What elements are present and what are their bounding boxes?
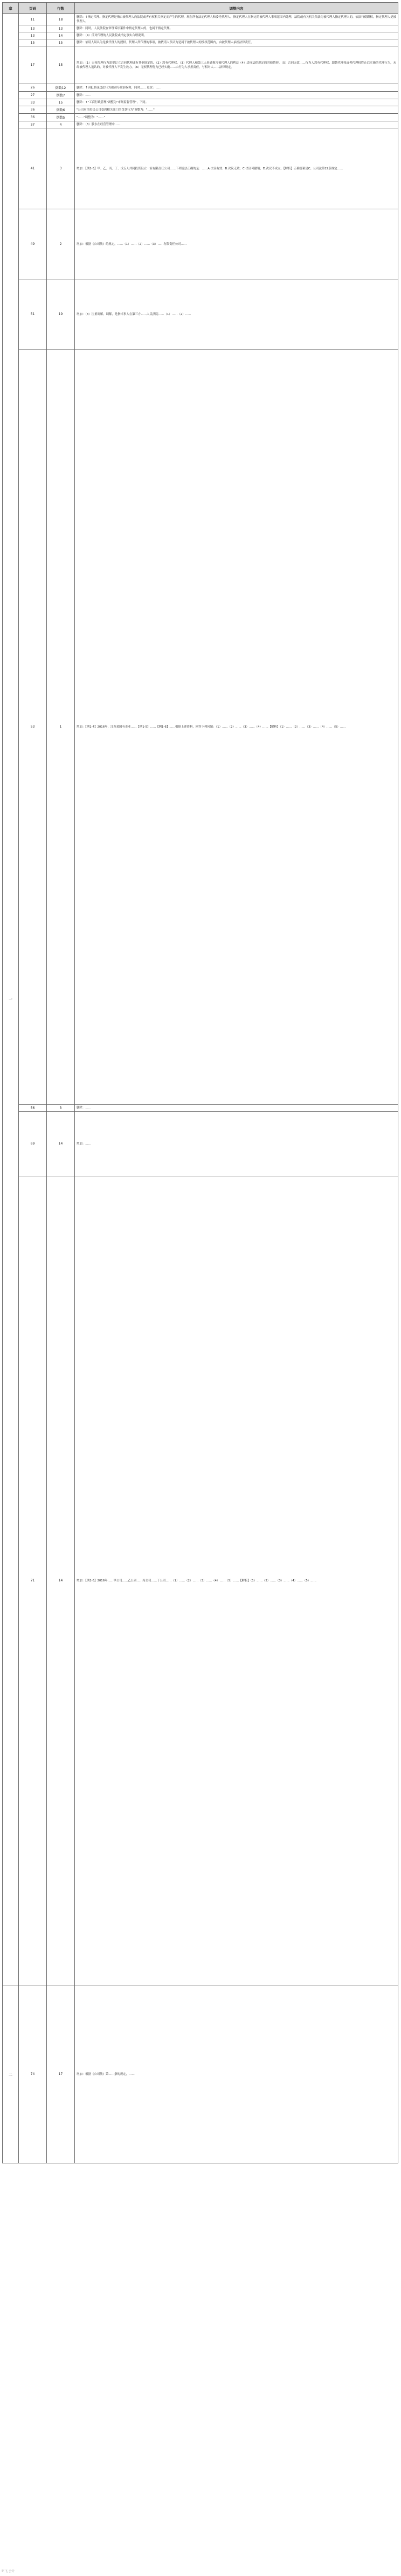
line-cell: 3 — [47, 1105, 75, 1112]
content-cell: 删除：同时，人民法院在审理诉讼案件中指定代理人的，也属于指定代理。 — [75, 25, 398, 32]
table-row — [3, 1105, 398, 1112]
table-row — [3, 32, 398, 39]
page-cell: 69 — [19, 1112, 47, 1176]
content-cell: 增加：根据《公司法》的规定，……（1）……（2）……（3）……有限责任公司…… — [75, 209, 398, 279]
line-cell: 15 — [47, 46, 75, 84]
page-cell: 11 — [19, 14, 47, 25]
table-row — [3, 114, 398, 121]
line-cell: 15 — [47, 99, 75, 106]
content-cell: 增加：（3）注重调解。调解，是指当事人在第三方……人民法院……（1）……（2）…… — [75, 279, 398, 350]
line-cell: 14 — [47, 1112, 75, 1176]
line-cell: 15 — [47, 39, 75, 46]
header-content: 调整内容 — [75, 3, 398, 14]
content-cell: 增加：【例1-4】2016年，江西某国有企业……【例1-5】……【例1-6】……根据上述资料，回答下列问题：（1）……（2）……（3）……（4）……【解析】（1）……（2）……（3）……（4）……（5）…… — [75, 350, 398, 1105]
content-cell: 增加：…… — [75, 1112, 398, 1176]
content-cell: "公司应当协议公司受到相关部门的罚款行为"调整为："……" — [75, 106, 398, 114]
adjustment-table — [2, 2, 398, 2163]
chapter-cell: 二 — [3, 1985, 19, 2163]
content-cell: 删除：↑指定代理。指定代理是指由被代理人向法院或者有权机关指定而产生的代理，现在所有法定代理人和委托代理人。指定代理人在指定的被代理人事项范围内处理，法院或有关机关依法为被代理人指定代理人的，依法行使职权，指定代理人是被代理人。 — [75, 14, 398, 25]
table-row — [3, 128, 398, 209]
page-cell: 36 — [19, 114, 47, 121]
header-line: 行数 — [47, 3, 75, 14]
content-cell: 增加：【例1-3】甲、乙、丙、丁、戊五人共同投资设立一家有限责任公司……下列说法正确的是：……A.决议有效；B.决议无效；C.决议可撤销；D.决议不成立。【解析】正确答案是C。公司法第22条规定…… — [75, 128, 398, 209]
table-row — [3, 1176, 398, 1985]
line-cell: 17 — [47, 1985, 75, 2163]
page-cell: 15 — [19, 39, 47, 46]
line-cell: 1 — [47, 350, 75, 1105]
header-page: 页码 — [19, 3, 47, 14]
table-row — [3, 350, 398, 1105]
page-cell: 53 — [19, 350, 47, 1105]
header-row — [3, 3, 398, 14]
page-cell: 41 — [19, 128, 47, 209]
content-cell: 删除：（3）股东在经营管理中…… — [75, 121, 398, 128]
page-cell: 74 — [19, 1985, 47, 2163]
table-row — [3, 279, 398, 350]
content-cell: 删除：↑"工商行政管理"调整为"市场监督管理"，下同。 — [75, 99, 398, 106]
header-chapter: 章 — [3, 3, 19, 14]
page-cell: 36 — [19, 106, 47, 114]
line-cell: 倒数5 — [47, 114, 75, 121]
table-row — [3, 14, 398, 25]
line-cell: 倒数7 — [47, 92, 75, 99]
page-cell: 27 — [19, 92, 47, 99]
page-cell: 17 — [19, 46, 47, 84]
page-cell: 56 — [19, 1105, 47, 1112]
line-cell: 倒数12 — [47, 84, 75, 92]
content-cell: 增加：根据《公司法》第……条的规定，…… — [75, 1985, 398, 2163]
content-cell: 删除：↑因犯罪或违法行为被剥夺政治权利，同时…… 更改：…… — [75, 84, 398, 92]
table-row — [3, 1985, 398, 2163]
line-cell: 3 — [47, 128, 75, 209]
content-cell: 增加：【例1-6】2016年……甲公司……乙公司……丙公司……丁公司……（1）……（2）……（3）……（4）……（5）……【解析】（1）……（2）……（3）……（4）……（5）…… — [75, 1176, 398, 1985]
content-cell: "……"调整为："……" — [75, 114, 398, 121]
page-cell: 51 — [19, 279, 47, 350]
content-cell: 删除：依请人误认为是被代理人的授权。代理人所代理的事项，被依请人误认为是属于被代理人的授权范围内，由被代理人承担法律责任。 — [75, 39, 398, 46]
watermark-text: 亚飞 会计 — [1, 2570, 15, 2573]
line-cell: 14 — [47, 32, 75, 39]
content-cell: 删除：…… — [75, 1105, 398, 1112]
page-cell: 26 — [19, 84, 47, 92]
page-cell: 49 — [19, 209, 47, 279]
page-cell: 13 — [19, 25, 47, 32]
line-cell: 14 — [47, 1176, 75, 1985]
table-row — [3, 106, 398, 114]
line-cell: 4 — [47, 121, 75, 128]
table-row — [3, 209, 398, 279]
content-cell: 删除：…… — [75, 92, 398, 99]
page-cell: 37 — [19, 121, 47, 128]
line-cell: 13 — [47, 25, 75, 32]
page-cell: 33 — [19, 99, 47, 106]
table-row — [3, 84, 398, 92]
chapter-cell: 一 — [3, 14, 19, 1985]
content-cell: 增加：（1）无权代理行为需要订立合同代理或有其他规定的，（2）没有代理权，（3）代理人和第三人串通损害被代理人的利益（4）违反法律规定的其他情形，（5）合同无效……行为人没有代理权、超越代理权或者代理权终止后实施的代理行为，未经被代理人追认的，对被代理人不发生效力。（6）无权代理行为已经实施……由行为人承担责任，与相对人……法律规定。 — [75, 46, 398, 84]
table-row — [3, 92, 398, 99]
table-row — [3, 39, 398, 46]
line-cell: 19 — [47, 279, 75, 350]
table-row — [3, 25, 398, 32]
table-row — [3, 121, 398, 128]
line-cell: 18 — [47, 14, 75, 25]
line-cell: 2 — [47, 209, 75, 279]
table-row — [3, 1112, 398, 1176]
table-row — [3, 99, 398, 106]
page-cell: 71 — [19, 1176, 47, 1985]
table-row — [3, 46, 398, 84]
content-cell: 删除：（4）反对代理的人民法院或指定事实合理说明。 — [75, 32, 398, 39]
page-cell: 13 — [19, 32, 47, 39]
line-cell: 倒数6 — [47, 106, 75, 114]
